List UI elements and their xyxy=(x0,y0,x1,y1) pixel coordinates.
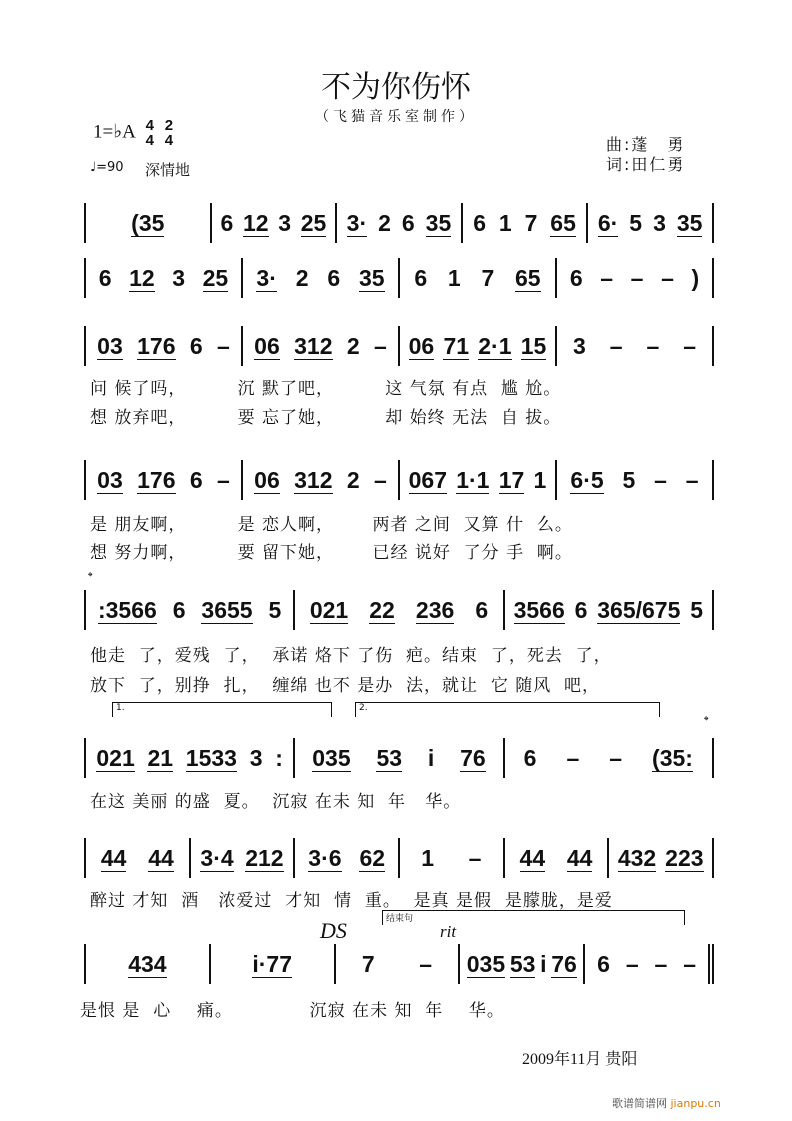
measure xyxy=(557,326,714,366)
note-group: 6 xyxy=(172,597,186,623)
composer: 曲:蓬 勇 xyxy=(606,135,686,154)
note-group: – xyxy=(374,467,387,493)
score-system xyxy=(84,944,714,984)
date-place: 2009年11月 贵阳 xyxy=(522,1051,638,1068)
note-group: 021 xyxy=(309,596,349,623)
time-top: 2 xyxy=(164,117,174,134)
lyric-line: 醉过 才知 酒 浓爱过 才知 情 重。 是真 是假 是朦胧，是爱 xyxy=(90,891,613,911)
measure xyxy=(84,326,243,366)
note-group: 76 xyxy=(460,744,486,771)
lyric-line: 问 候了吗， 沉 默了吧， 这 气氛 有点 尴 尬。 xyxy=(90,379,562,399)
note-group: 3655 xyxy=(201,596,253,623)
note-group: (35 xyxy=(131,209,165,236)
measure xyxy=(400,258,557,298)
note-group: 176 xyxy=(137,332,176,359)
note-group: 1 xyxy=(533,467,547,493)
note-group: 17 xyxy=(498,466,525,493)
note-group: 2·1 xyxy=(478,332,512,359)
note-group: 6 xyxy=(327,265,341,291)
score-system xyxy=(84,460,714,500)
lyric-line: 是 朋友啊， 是 恋人啊， 两者 之间 又算 什 么。 xyxy=(90,515,573,535)
note-group: – xyxy=(566,745,580,771)
note-group: 7 xyxy=(524,210,538,236)
note-group: i·77 xyxy=(252,950,293,977)
note-group: 312 xyxy=(294,332,333,359)
note-group: 1 xyxy=(421,845,435,871)
note-group: 236 xyxy=(415,596,455,623)
ending-bracket: 结束句 xyxy=(382,910,685,925)
ritardando-mark: rit xyxy=(440,922,457,941)
note-group: – xyxy=(468,845,482,871)
note-group: 06 xyxy=(254,332,280,359)
measure xyxy=(295,838,400,878)
note-group: – xyxy=(217,333,230,359)
note-group: 432 xyxy=(617,844,657,871)
note-group: 25 xyxy=(300,209,327,236)
note-group: 71 xyxy=(443,332,470,359)
song-title: 不为你伤怀 xyxy=(321,70,471,105)
subtitle: （飞猫音乐室制作） xyxy=(315,109,477,125)
note-group: 35 xyxy=(358,264,385,291)
score-system xyxy=(84,590,714,630)
note-group: 6 xyxy=(189,467,203,493)
note-group: – xyxy=(683,951,696,977)
measure xyxy=(460,944,585,984)
measure xyxy=(243,326,400,366)
note-group: 6·5 xyxy=(570,466,604,493)
note-group: 65 xyxy=(550,209,576,236)
time-signature-4-4 xyxy=(146,118,154,148)
note-group: (35: xyxy=(652,744,693,771)
note-group: 6 xyxy=(401,210,415,236)
note-group: 365/675 xyxy=(597,596,681,623)
lyric-line: 他走 了，爱残 了， 承诺 烙下 了伤 疤。结束 了，死去 了， xyxy=(90,646,612,666)
measure xyxy=(505,590,714,630)
note-group: i xyxy=(540,951,547,977)
score-system xyxy=(84,738,714,778)
note-group: – xyxy=(683,333,697,359)
note-group: 1 xyxy=(447,265,461,291)
note-group: 212 xyxy=(245,844,284,871)
coda-sign: 𝄌 xyxy=(704,714,709,729)
note-group: :3566 xyxy=(97,596,157,623)
note-group: 3 xyxy=(653,210,666,236)
note-group: 3 xyxy=(572,333,586,359)
lyric-line: 在这 美丽 的盛 夏。 沉寂 在未 知 年 华。 xyxy=(90,792,462,812)
note-group: 2 xyxy=(346,467,360,493)
note-group: 3 xyxy=(172,265,186,291)
expression: 深情地 xyxy=(145,161,191,179)
lyricist: 词:田仁勇 xyxy=(606,155,686,174)
note-group: : xyxy=(275,745,283,771)
note-group: 7 xyxy=(481,265,495,291)
measure xyxy=(505,838,610,878)
score-system xyxy=(84,838,714,878)
score-system xyxy=(84,258,714,298)
note-group: 1 xyxy=(498,210,512,236)
note-group: 44 xyxy=(148,844,174,871)
measure xyxy=(84,203,212,243)
measure xyxy=(400,326,557,366)
measure xyxy=(336,944,461,984)
measure xyxy=(557,460,714,500)
note-group: 6 xyxy=(523,745,537,771)
key: 1=♭A xyxy=(93,121,135,143)
note-group: – xyxy=(654,467,667,493)
measure xyxy=(557,258,714,298)
note-group: 6 xyxy=(220,210,234,236)
note-group: i xyxy=(427,745,435,771)
watermark xyxy=(612,1095,721,1111)
note-group: 6 xyxy=(597,951,610,977)
note-group: 3 xyxy=(249,745,263,771)
note-group: 22 xyxy=(369,596,395,623)
note-group: – xyxy=(609,745,623,771)
note-group: 1·1 xyxy=(456,466,490,493)
lyric-line: 是恨 是 心 痛。 沉寂 在未 知 年 华。 xyxy=(80,1001,505,1021)
note-group: 3·4 xyxy=(200,844,234,871)
measure xyxy=(191,838,296,878)
note-group: 35 xyxy=(425,209,452,236)
key-signature xyxy=(93,118,173,148)
note-group: 2 xyxy=(378,210,391,236)
note-group: 25 xyxy=(202,264,229,291)
note-group: 15 xyxy=(520,332,547,359)
note-group: 35 xyxy=(676,209,703,236)
note-group: 6 xyxy=(414,265,428,291)
measure xyxy=(295,590,504,630)
note-group: 3· xyxy=(346,209,368,236)
note-group: 12 xyxy=(242,209,269,236)
note-group: – xyxy=(600,265,614,291)
note-group: 44 xyxy=(566,844,593,871)
volta-2: 2. xyxy=(355,702,660,717)
note-group: 06 xyxy=(408,332,435,359)
coda-sign: 𝄌 xyxy=(88,570,93,585)
measure xyxy=(585,944,714,984)
measure xyxy=(505,738,714,778)
note-group: 312 xyxy=(294,466,333,493)
lyric-line: 放下 了，别挣 扎， 缠绵 也不 是办 法，就让 它 随风 吧， xyxy=(90,676,601,696)
measure xyxy=(84,590,295,630)
measure xyxy=(84,460,243,500)
note-group: 53 xyxy=(376,744,403,771)
measure xyxy=(212,203,338,243)
note-group: – xyxy=(625,951,639,977)
note-group: 434 xyxy=(128,950,167,977)
measure xyxy=(84,838,191,878)
measure xyxy=(211,944,336,984)
note-group: ) xyxy=(691,265,700,291)
note-group: 6 xyxy=(475,597,489,623)
note-group: – xyxy=(630,265,644,291)
watermark-site: 歌谱简谱网 xyxy=(612,1097,667,1110)
note-group: – xyxy=(419,951,433,977)
note-group: 6· xyxy=(597,209,619,236)
lyric-line: 想 努力啊， 要 留下她， 已经 说好 了分 手 啊。 xyxy=(90,543,573,563)
note-group: 5 xyxy=(690,597,704,623)
note-group: – xyxy=(661,265,674,291)
note-group: 5 xyxy=(629,210,643,236)
time-top: 4 xyxy=(145,117,154,134)
measure xyxy=(84,258,243,298)
measure xyxy=(84,738,295,778)
measure xyxy=(243,460,400,500)
note-group: 3· xyxy=(256,264,277,291)
note-group: 21 xyxy=(147,744,174,771)
note-group: 2 xyxy=(346,333,360,359)
measure xyxy=(400,460,557,500)
note-group: 5 xyxy=(622,467,636,493)
note-group: – xyxy=(609,333,623,359)
note-group: 3566 xyxy=(513,596,565,623)
measure xyxy=(337,203,463,243)
note-group: – xyxy=(654,951,668,977)
measure xyxy=(609,838,714,878)
note-group: 1533 xyxy=(185,744,237,771)
note-group: 65 xyxy=(515,264,541,291)
measure xyxy=(243,258,400,298)
note-group: 6 xyxy=(189,333,203,359)
note-group: 03 xyxy=(97,332,123,359)
time-bottom: 4 xyxy=(164,132,174,149)
note-group: 03 xyxy=(97,466,123,493)
note-group: 035 xyxy=(466,950,506,977)
measure xyxy=(588,203,714,243)
volta-1: 1. xyxy=(112,702,332,717)
note-group: 5 xyxy=(268,597,282,623)
note-group: – xyxy=(685,467,699,493)
note-group: 6 xyxy=(473,210,487,236)
note-group: 2 xyxy=(295,265,309,291)
note-group: 12 xyxy=(129,264,155,291)
note-group: – xyxy=(374,333,387,359)
measure xyxy=(295,738,504,778)
score-system xyxy=(84,326,714,366)
measure xyxy=(400,838,505,878)
tempo: ♩=90 xyxy=(90,160,124,175)
watermark-url: jianpu.cn xyxy=(670,1097,721,1110)
note-group: 035 xyxy=(312,744,351,771)
note-group: 06 xyxy=(254,466,280,493)
note-group: 7 xyxy=(361,951,375,977)
note-group: 3 xyxy=(278,210,292,236)
time-bottom: 4 xyxy=(145,132,154,149)
time-signature-2-4 xyxy=(165,118,173,148)
note-group: 62 xyxy=(359,844,386,871)
note-group: – xyxy=(217,467,230,493)
note-group: – xyxy=(646,333,660,359)
note-group: 44 xyxy=(100,844,127,871)
note-group: 76 xyxy=(551,950,577,977)
note-group: 44 xyxy=(519,844,546,871)
note-group: 6 xyxy=(569,265,583,291)
note-group: 6 xyxy=(574,597,588,623)
note-group: 3·6 xyxy=(308,844,342,871)
note-group: 176 xyxy=(137,466,176,493)
measure xyxy=(84,944,211,984)
measure xyxy=(463,203,589,243)
note-group: 021 xyxy=(96,744,135,771)
score-system xyxy=(84,203,714,243)
note-group: 067 xyxy=(408,466,447,493)
lyric-line: 想 放弃吧， 要 忘了她， 却 始终 无法 自 拔。 xyxy=(90,408,562,428)
note-group: 6 xyxy=(98,265,112,291)
dal-segno-mark: DS xyxy=(320,918,347,943)
note-group: 223 xyxy=(665,844,704,871)
note-group: 53 xyxy=(509,950,536,977)
